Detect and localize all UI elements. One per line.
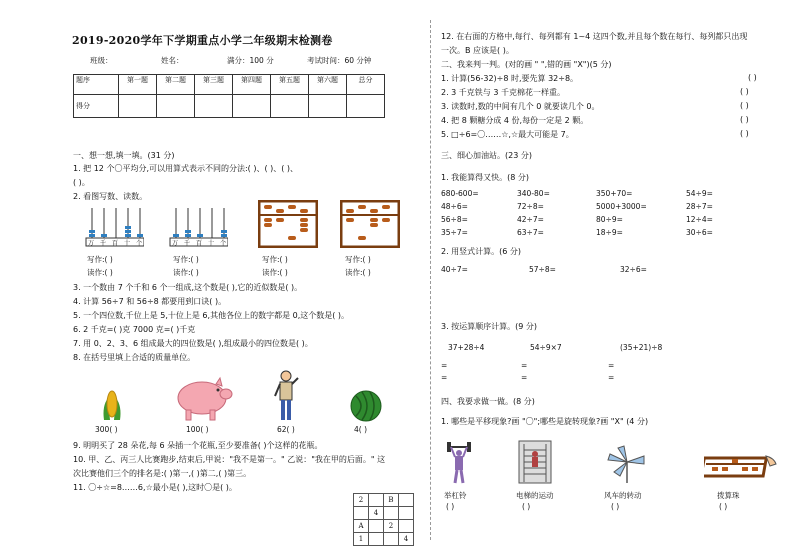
- question-3: 3. 一个数由 7 个千和 6 个一组成,这个数是( ),它的近似数是( )。: [73, 283, 303, 292]
- question-1b: ( )。: [73, 178, 90, 187]
- pic-label: 风车的转动: [604, 491, 642, 500]
- score-header-cell: 第三题: [195, 75, 233, 95]
- watermelon-image: [350, 390, 382, 422]
- calc-item: 680-600=: [441, 189, 479, 198]
- grid-cell: 1: [354, 533, 369, 546]
- read-1: 读作:( ): [87, 268, 113, 277]
- grid-cell: 2: [384, 520, 399, 533]
- part-2-title: 2. 用竖式计算。(6 分): [441, 247, 522, 256]
- question-4-1: 1. 哪些是平移现象?画 "〇";哪些是旋转现象?画 "X" (4 分): [441, 417, 649, 426]
- unit-watermelon: 4( ): [354, 425, 368, 434]
- vertical-calc-item: 32÷6=: [620, 265, 647, 274]
- calc-item: 35÷7=: [441, 228, 468, 237]
- read-2: 读作:( ): [173, 268, 199, 277]
- question-7: 7. 用 0、2、3、6 组成最大的四位数是( ),组成最小的四位数是( )。: [73, 339, 313, 348]
- abacus-1: [258, 200, 318, 248]
- grid-cell: A: [354, 520, 369, 533]
- abacus-2: [340, 200, 400, 248]
- score-row-label: 得分: [74, 95, 119, 118]
- score-cell[interactable]: [157, 95, 195, 118]
- score-cell[interactable]: [309, 95, 347, 118]
- exam-time: 考试时间：60 分钟: [307, 56, 372, 65]
- name-label: 姓名：: [161, 56, 184, 65]
- score-table: [73, 74, 385, 118]
- equals-sign: =: [441, 361, 448, 370]
- question-12b: 一次。B 应该是( )。: [441, 46, 514, 55]
- judge-answer-1[interactable]: ( ): [748, 73, 757, 82]
- pig-image: [172, 374, 234, 422]
- judge-answer-2[interactable]: ( ): [740, 87, 749, 96]
- equals-sign: =: [608, 373, 615, 382]
- calc-item: 48÷6=: [441, 202, 468, 211]
- vertical-calc-item: 57÷8=: [529, 265, 556, 274]
- pic-label: 拨算珠: [717, 491, 740, 500]
- grid-cell: 4: [399, 533, 414, 546]
- question-4: 4. 计算 56÷7 和 56÷8 都要用到口诀( )。: [73, 297, 227, 306]
- calc-item: 63÷7=: [517, 228, 544, 237]
- write-2: 写作:( ): [173, 255, 199, 264]
- grid-cell: [399, 507, 414, 520]
- grid-cell: [369, 520, 384, 533]
- score-cell[interactable]: [347, 95, 385, 118]
- calc-item: 5000+3000=: [596, 202, 647, 211]
- order-calc-item: 54÷9×7: [530, 343, 562, 352]
- question-2: 2. 看图写数、读数。: [73, 192, 148, 201]
- question-12a: 12. 在右面的方格中,每行、每列都有 1~4 这四个数,并且每个数在每行、每列都只出现: [441, 32, 748, 41]
- pic-label: 举杠铃: [444, 491, 467, 500]
- pic-answer[interactable]: ( ): [446, 502, 455, 511]
- section4-title: 四、我要求做一做。(8 分): [441, 397, 535, 406]
- frame-1-places: 万千百十个: [88, 240, 149, 247]
- grid-cell: [369, 494, 384, 507]
- read-3: 读作:( ): [262, 268, 288, 277]
- score-header-cell: 题序: [74, 75, 119, 95]
- calc-item: 56÷8=: [441, 215, 468, 224]
- question-10b: 次比赛他们三个的排名是:( )第一,( )第二,( )第三。: [73, 469, 252, 478]
- question-6: 6. 2 千克=( )克 7000 克=( )千克: [73, 325, 196, 334]
- judge-2: 2. 3 千克铁与 3 千克棉花一样重。: [441, 88, 565, 97]
- calc-item: 12÷4=: [686, 215, 713, 224]
- unit-man: 62( ): [277, 425, 295, 434]
- calc-item: 80÷9=: [596, 215, 623, 224]
- score-cell[interactable]: [119, 95, 157, 118]
- order-calc-item: 37+28÷4: [448, 343, 485, 352]
- judge-answer-5[interactable]: ( ): [740, 129, 749, 138]
- write-3: 写作:( ): [262, 255, 288, 264]
- grid-cell: [384, 533, 399, 546]
- score-header-cell: 第四题: [233, 75, 271, 95]
- grid-cell: 4: [369, 507, 384, 520]
- number-grid: [353, 493, 414, 546]
- read-4: 读作:( ): [345, 268, 371, 277]
- abacus-beads-image: [704, 454, 778, 480]
- grid-cell: [369, 533, 384, 546]
- pic-answer[interactable]: ( ): [522, 502, 531, 511]
- pic-answer[interactable]: ( ): [611, 502, 620, 511]
- calc-item: 72÷8=: [517, 202, 544, 211]
- question-1a: 1. 把 12 个〇平均分,可以用算式表示不同的分法:( )、( )、( )、: [73, 164, 299, 173]
- calc-item: 340-80=: [517, 189, 550, 198]
- calc-item: 30÷6=: [686, 228, 713, 237]
- judge-5: 5. □÷6=〇……☆,☆最大可能是 7。: [441, 130, 574, 139]
- full-score: 满分：100 分: [227, 56, 274, 65]
- score-cell[interactable]: [271, 95, 309, 118]
- judge-4: 4. 把 8 颗糖分成 4 份,每份一定是 2 颗。: [441, 116, 589, 125]
- pic-label: 电梯的运动: [516, 491, 554, 500]
- judge-answer-3[interactable]: ( ): [740, 101, 749, 110]
- grid-cell: [354, 507, 369, 520]
- judge-3: 3. 读数时,数的中间有几个 0 就要读几个 0。: [441, 102, 600, 111]
- judge-answer-4[interactable]: ( ): [740, 115, 749, 124]
- question-9: 9. 明明买了 28 朵花,每 6 朵插一个花瓶,至少要准备( )个这样的花瓶。: [73, 441, 323, 450]
- score-header-cell: 总分: [347, 75, 385, 95]
- equals-sign: =: [441, 373, 448, 382]
- corn-image: [100, 388, 124, 422]
- equals-sign: =: [521, 361, 528, 370]
- frame-2-places: 万千百十个: [172, 240, 233, 247]
- question-11: 11. 〇÷☆=8……6,☆最小是( ),这时〇是( )。: [73, 483, 237, 492]
- calc-item: 28÷7=: [686, 202, 713, 211]
- score-cell[interactable]: [195, 95, 233, 118]
- vertical-calc-item: 40÷7=: [441, 265, 468, 274]
- grid-cell: 2: [354, 494, 369, 507]
- judge-1: 1. 计算(56-32)÷8 时,要先算 32÷8。: [441, 74, 579, 83]
- grid-cell: [399, 520, 414, 533]
- column-divider: [430, 20, 431, 540]
- man-image: [274, 370, 300, 424]
- grid-cell: [384, 507, 399, 520]
- section2-title: 二、我来判一判。(对的画 " ",错的画 "X")(5 分): [441, 60, 612, 69]
- equals-sign: =: [521, 373, 528, 382]
- escalator-image: [518, 440, 552, 484]
- calc-item: 18÷9=: [596, 228, 623, 237]
- score-header-cell: 第六题: [309, 75, 347, 95]
- calc-item: 54÷9=: [686, 189, 713, 198]
- score-header-cell: 第一题: [119, 75, 157, 95]
- weightlifting-image: [446, 440, 472, 484]
- question-5: 5. 一个四位数,千位上是 5,十位上是 6,其他各位上的数字都是 0,这个数是( )。: [73, 311, 350, 320]
- calc-item: 42÷7=: [517, 215, 544, 224]
- part-3-title: 3. 按运算顺序计算。(9 分): [441, 322, 538, 331]
- part-1-title: 1. 我能算得又快。(8 分): [441, 173, 530, 182]
- write-4: 写作:( ): [345, 255, 371, 264]
- unit-pig: 100( ): [186, 425, 209, 434]
- windmill-image: [606, 444, 648, 484]
- order-calc-item: (35+21)÷8: [620, 343, 663, 352]
- score-header-cell: 第五题: [271, 75, 309, 95]
- pic-answer[interactable]: ( ): [719, 502, 728, 511]
- section3-title: 三、细心加油站。(23 分): [441, 151, 532, 160]
- score-header-cell: 第二题: [157, 75, 195, 95]
- section1-title: 一、想一想,填一填。(31 分): [73, 151, 175, 160]
- equals-sign: =: [608, 361, 615, 370]
- write-1: 写作:( ): [87, 255, 113, 264]
- question-10a: 10. 甲、乙、丙三人比赛跑步,结束后,甲说："我不是第一。" 乙说："我在甲的后面。" 这: [73, 455, 386, 464]
- grid-cell: B: [384, 494, 399, 507]
- unit-corn: 300( ): [95, 425, 118, 434]
- calc-item: 350+70=: [596, 189, 633, 198]
- score-cell[interactable]: [233, 95, 271, 118]
- question-8: 8. 在括号里填上合适的质量单位。: [73, 353, 196, 362]
- paper-title: 2019-2020学年下学期重点小学二年级期末检测卷: [72, 34, 333, 47]
- grid-cell: [399, 494, 414, 507]
- class-label: 班级：: [90, 56, 113, 65]
